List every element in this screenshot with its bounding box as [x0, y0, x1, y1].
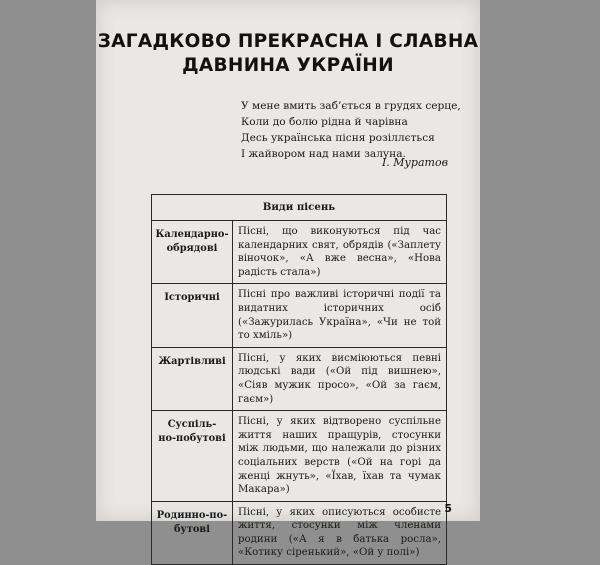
song-type-name: [152, 284, 233, 347]
song-type-name: [152, 411, 233, 502]
table-header: Види пісень: [152, 195, 447, 221]
heading-line-1: ЗАГАДКОВО ПРЕКРАСНА І СЛАВНА: [97, 31, 479, 52]
song-type-name-line: Жартівливі: [158, 355, 226, 367]
page-number: 5: [444, 502, 452, 515]
song-type-name-line: Родинно-по-: [156, 509, 228, 521]
song-type-description: Пісні, у яких висміюються певні людські вади («Ой під вишнею», «Сіяв мужик просо», «Ой за гаєм, гаєм»): [233, 347, 447, 410]
poem-line: Коли до болю рідна й чарівна: [241, 116, 408, 128]
song-type-name-line: Історичні: [164, 292, 220, 304]
table-header-row: [152, 195, 447, 221]
song-type-name: [152, 347, 233, 410]
epigraph-poem: [241, 98, 471, 162]
song-type-name-line: Календарно-: [155, 229, 229, 240]
song-type-name-line: Суспіль-: [167, 419, 217, 431]
poem-line: У мене вмить заб’ється в грудях серце,: [241, 100, 461, 112]
heading-line-2: ДАВНИНА УКРАЇНИ: [182, 55, 394, 76]
song-types-table: [151, 194, 447, 565]
song-type-description: Пісні про важливі історичні події та видатних історичних осіб («Зажурилась Україна», «Чи не той то хміль»): [233, 284, 447, 347]
song-type-name-line: но-побутові: [158, 433, 226, 445]
song-type-name: [152, 221, 233, 284]
table-row: [152, 501, 447, 564]
table-row: [152, 221, 447, 284]
song-type-description: Пісні, що виконуються під час календарних свят, обрядів («Заплету віночок», «А вже весна», «Нова радість стала»): [233, 221, 447, 284]
epigraph-author: І. Муратов: [381, 156, 448, 169]
table-row: [152, 411, 447, 502]
table-row: [152, 347, 447, 410]
song-type-name-line: обрядові: [166, 243, 218, 254]
poem-line: Десь українська пісня розіллється: [241, 132, 435, 144]
song-type-name: [152, 501, 233, 564]
poem-line: І жайвором над нами залуна.: [241, 148, 406, 160]
song-type-description: Пісні, у яких відтворено суспільне життя наших пращурів, стосунки між людьми, що належали до різних соціальних верств («Ой на горі да женці жнуть», «Їхав, їхав та чумак Макара»): [233, 411, 447, 502]
book-page: [96, 0, 480, 559]
song-type-name-line: бутові: [174, 523, 210, 535]
song-type-description: Пісні, у яких описуються особисте життя, стосунки між членами родини («А я в батька росла», «Котику сіренький», «Ой у полі»): [233, 501, 447, 564]
table-row: [152, 284, 447, 347]
